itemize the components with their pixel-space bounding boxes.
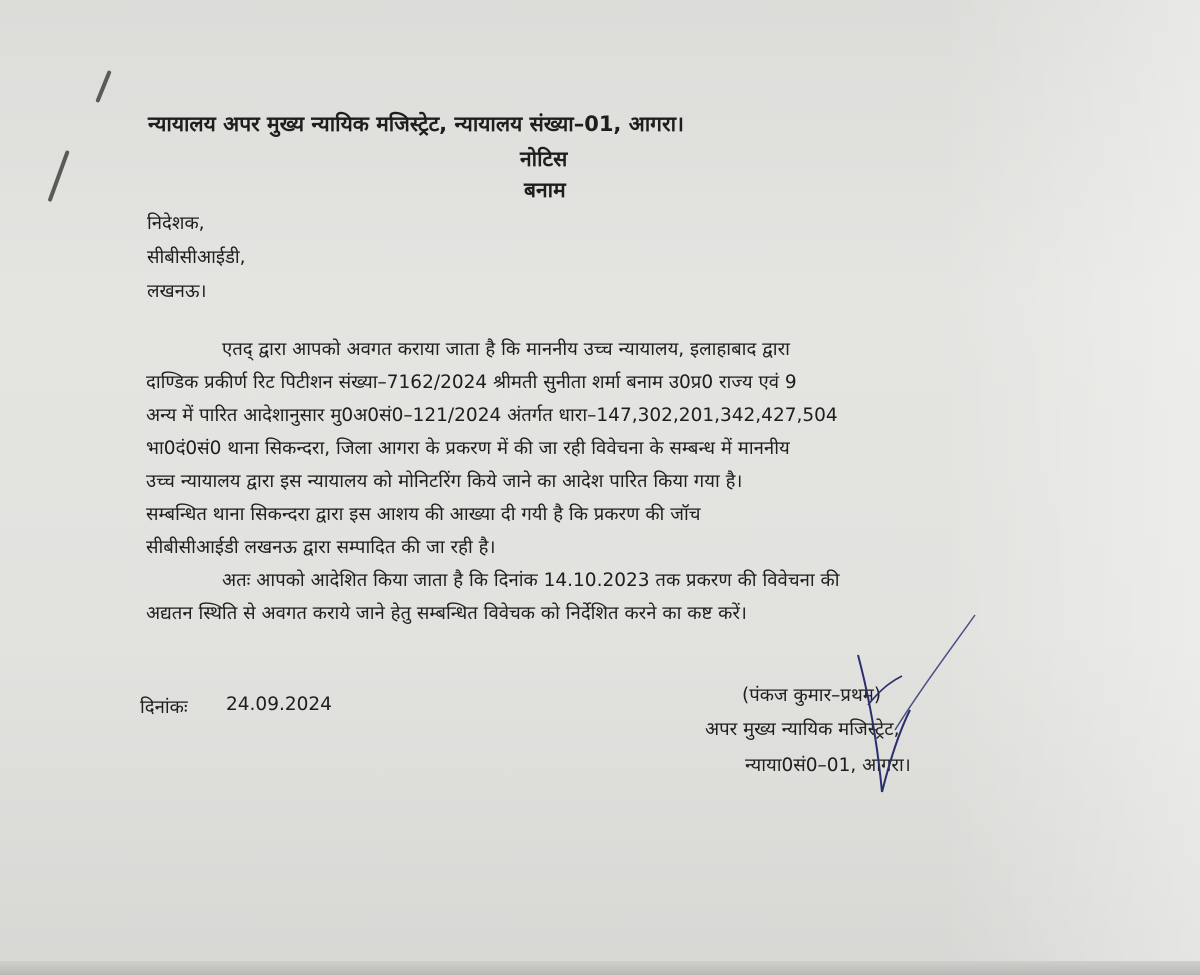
date-label: दिनांकः [140, 697, 188, 718]
body-line-1: एतद् द्वारा आपको अवगत कराया जाता है कि माननीय उच्च न्यायालय, इलाहाबाद द्वारा [222, 339, 790, 360]
body-line-7: सीबीसीआईडी लखनऊ द्वारा सम्पादित की जा रही है। [146, 537, 496, 558]
recipient-title: निदेशक, [147, 213, 205, 234]
signatory-court: न्याया0सं0–01, आगरा। [745, 755, 911, 776]
staple-mark-left [48, 150, 70, 202]
signatory-designation: अपर मुख्य न्यायिक मजिस्ट्रेट, [705, 719, 900, 740]
recipient-department: सीबीसीआईडी, [147, 247, 246, 268]
body-line-6: सम्बन्धित थाना सिकन्दरा द्वारा इस आशय की आख्या दी गयी है कि प्रकरण की जॉच [146, 504, 701, 525]
signatory-name: (पंकज कुमार–प्रथम) [742, 685, 882, 706]
body-line-9: अद्यतन स्थिति से अवगत कराये जाने हेतु सम्बन्धित विवेचक को निर्देशित करने का कष्ट करें। [146, 603, 747, 624]
court-heading: न्यायालय अपर मुख्य न्यायिक मजिस्ट्रेट, न्यायालय संख्या–01, आगरा। [148, 112, 684, 136]
body-line-5: उच्च न्यायालय द्वारा इस न्यायालय को मोनिटरिंग किये जाने का आदेश पारित किया गया है। [146, 471, 743, 492]
body-line-4: भा0दं0सं0 थाना सिकन्दरा, जिला आगरा के प्रकरण में की जा रही विवेचना के सम्बन्ध में माननीय [146, 438, 790, 459]
notice-title: नोटिस [520, 147, 568, 171]
staple-mark-top [95, 70, 111, 103]
handwritten-signature [850, 610, 990, 800]
date-value: 24.09.2024 [226, 694, 332, 715]
recipient-city: लखनऊ। [147, 281, 207, 302]
versus-label: बनाम [524, 178, 566, 202]
body-line-8: अतः आपको आदेशित किया जाता है कि दिनांक 14.10.2023 तक प्रकरण की विवेचना की [222, 570, 840, 591]
body-line-3: अन्य में पारित आदेशानुसार मु0अ0सं0–121/2024 अंतर्गत धारा–147,302,201,342,427,504 [146, 405, 838, 426]
lighting-shade [940, 0, 1200, 975]
body-line-2: दाण्डिक प्रकीर्ण रिट पिटीशन संख्या–7162/2024 श्रीमती सुनीता शर्मा बनाम उ0प्र0 राज्य एवं 9 [146, 372, 797, 393]
paper-bottom-edge [0, 961, 1200, 975]
